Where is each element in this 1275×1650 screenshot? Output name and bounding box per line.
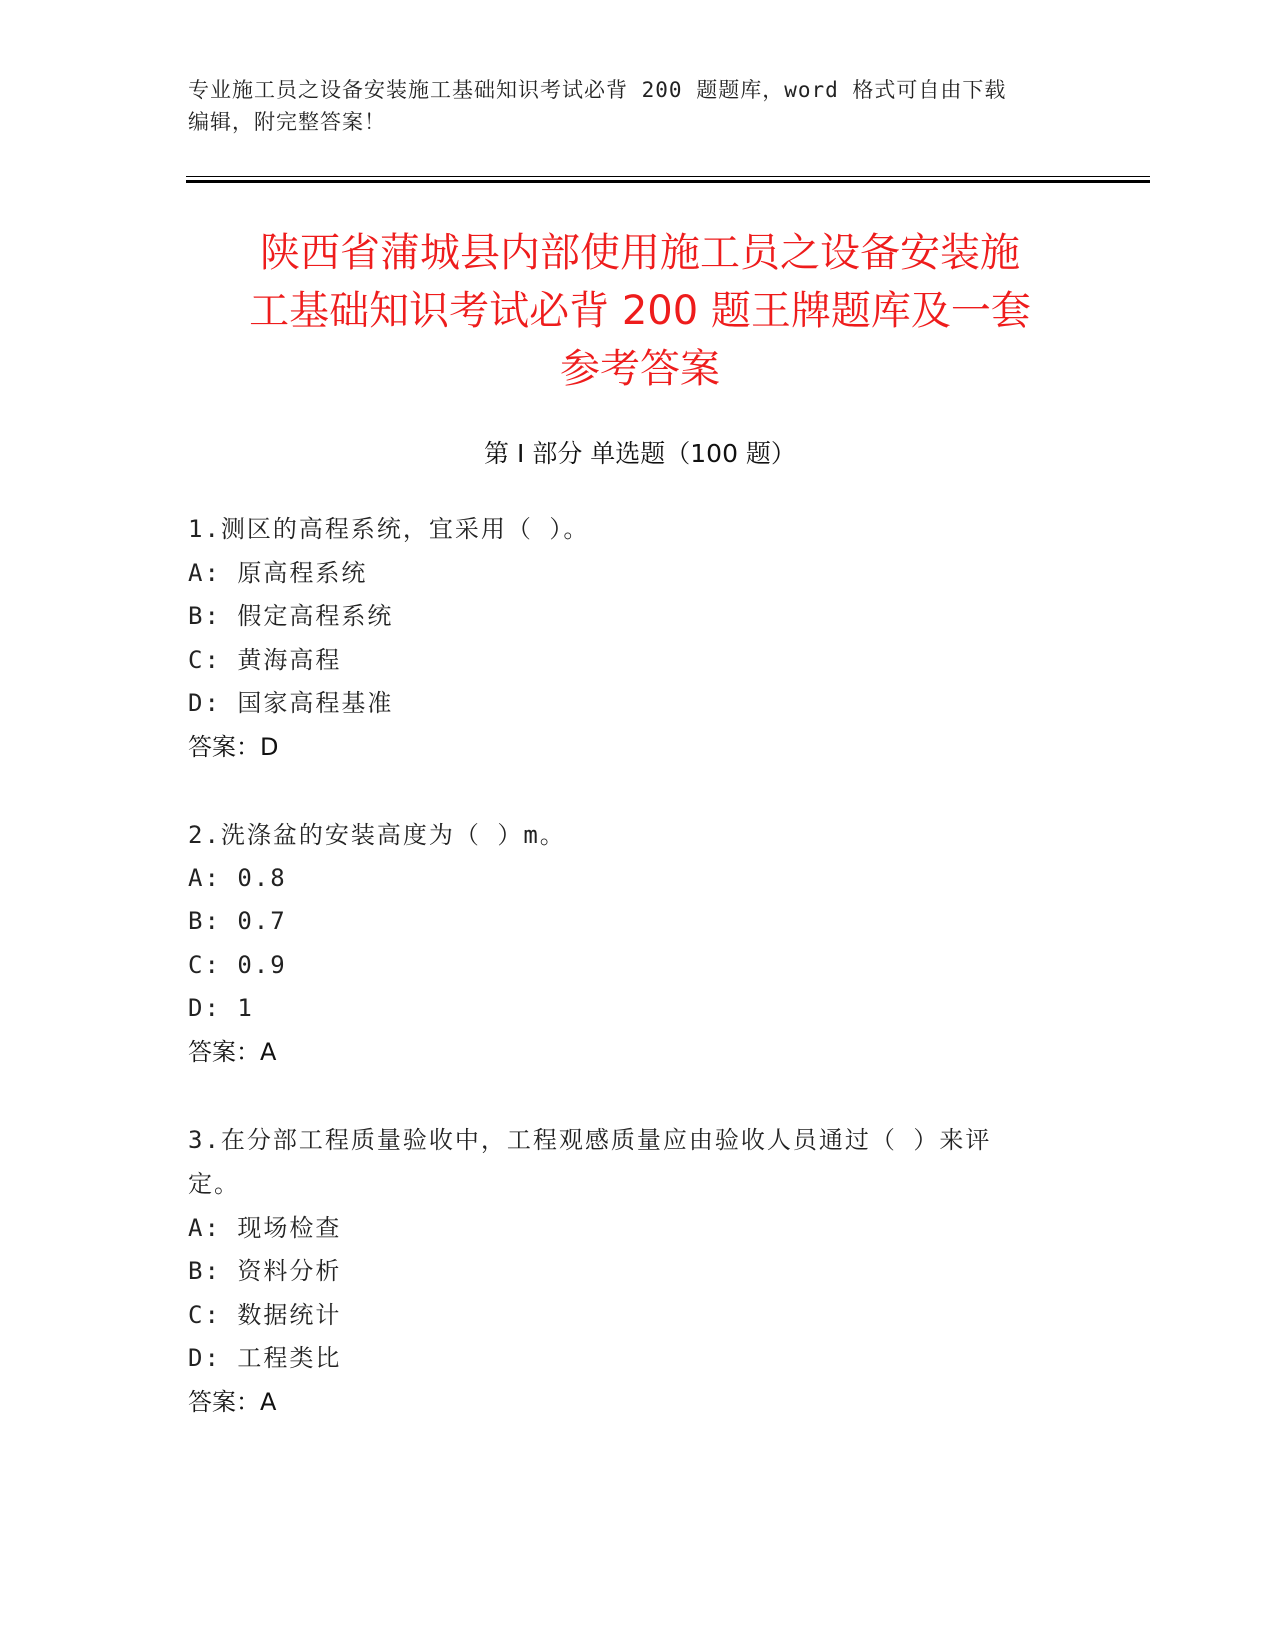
question-2-option-a: A: 0.8 bbox=[188, 864, 287, 892]
question-3-stem-line-1: 3.在分部工程质量验收中，工程观感质量应由验收人员通过（ ）来评 bbox=[188, 1126, 992, 1154]
question-2-option-d: D: 1 bbox=[188, 994, 254, 1022]
question-2-stem: 2.洗涤盆的安装高度为（ ）m。 bbox=[188, 821, 566, 849]
header-note bbox=[188, 74, 1088, 138]
document-title bbox=[190, 224, 1090, 398]
question-1-option-d: D: 国家高程基准 bbox=[188, 689, 394, 717]
question-2-option-c: C: 0.9 bbox=[188, 951, 287, 979]
question-3-option-a: A: 现场检查 bbox=[188, 1214, 342, 1242]
header-rule-thin bbox=[186, 176, 1150, 177]
title-line-3: 参考答案 bbox=[560, 346, 720, 392]
header-note-line-1: 专业施工员之设备安装施工基础知识考试必背 200 题题库，word 格式可自由下载 bbox=[188, 78, 1007, 102]
question-3-answer: 答案：A bbox=[188, 1388, 277, 1416]
question-2-option-b: B: 0.7 bbox=[188, 907, 287, 935]
question-1-option-b: B: 假定高程系统 bbox=[188, 602, 394, 630]
question-1-option-c: C: 黄海高程 bbox=[188, 646, 342, 674]
section-heading: 第 I 部分 单选题（100 题） bbox=[484, 439, 796, 468]
question-1-answer: 答案：D bbox=[188, 733, 279, 761]
title-line-1: 陕西省蒲城县内部使用施工员之设备安装施 bbox=[260, 230, 1020, 276]
header-rule-thick bbox=[186, 180, 1150, 183]
question-1-option-a: A: 原高程系统 bbox=[188, 559, 368, 587]
question-3-option-d: D: 工程类比 bbox=[188, 1344, 342, 1372]
title-line-2: 工基础知识考试必背 200 题王牌题库及一套 bbox=[249, 288, 1031, 334]
question-3-stem-line-2: 定。 bbox=[188, 1170, 240, 1198]
question-3-option-c: C: 数据统计 bbox=[188, 1301, 342, 1329]
question-2-answer: 答案：A bbox=[188, 1038, 277, 1066]
header-note-line-2: 编辑，附完整答案！ bbox=[188, 110, 386, 134]
question-3-option-b: B: 资料分析 bbox=[188, 1257, 342, 1285]
question-1-stem: 1.测区的高程系统，宜采用（ ）。 bbox=[188, 515, 590, 543]
